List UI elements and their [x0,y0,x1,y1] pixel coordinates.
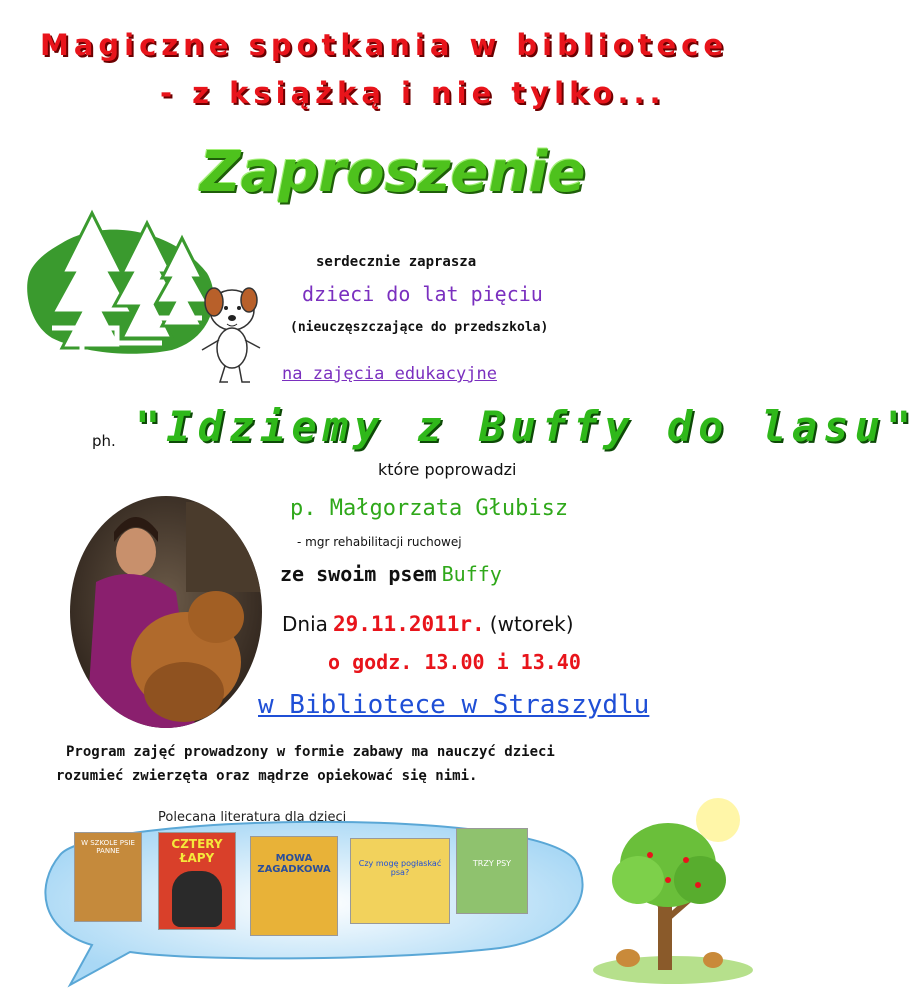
book-2-text: CZTERY ŁAPY [171,837,223,865]
cartoon-dog-illustration [192,278,267,388]
host-photo [66,492,266,732]
book-cover-3 [250,836,338,936]
with-dog-prefix: ze swoim psem [280,562,437,586]
header-line-2: - z książką i nie tylko... [160,76,666,110]
header-line-1: Magiczne spotkania w bibliotece [39,28,729,62]
audience-text: dzieci do lat pięciu [302,282,543,306]
event-location: w Bibliotece w Straszydlu [258,690,650,720]
book-1-text: W SZKOLE PSIE PANNE [81,839,135,855]
host-name: p. Małgorzata Głubisz [290,496,569,521]
program-line-2: rozumieć zwierzęta oraz mądrze opiekować się nimi. [56,768,478,784]
book-3-text: MOWA ZAGADKOWA [257,853,331,875]
led-by-text: które poprowadzi [378,460,517,479]
date-line [282,612,574,636]
book-2-dog-image [172,871,222,927]
event-weekday: (wtorek) [489,612,574,636]
event-time: o godz. 13.00 i 13.40 [328,650,581,674]
book-5-text: TRZY PSY [472,859,512,868]
event-type-text: na zajęcia edukacyjne [282,364,497,384]
book-cover-4 [350,838,450,924]
dog-name: Buffy [441,562,502,586]
event-title: "Idziemy z Buffy do lasu" [135,402,917,451]
host-role: - mgr rehabilitacji ruchowej [297,535,462,549]
book-cover-1 [74,832,142,922]
with-dog-line [280,562,502,586]
literature-label: Polecana literatura dla dzieci [158,810,347,825]
book-cover-2 [158,832,236,930]
date-prefix: Dnia [282,612,328,636]
event-date: 29.11.2011r. [332,612,485,636]
program-line-1: Program zajęć prowadzony w formie zabawy ma nauczyć dzieci [66,744,555,760]
title-prefix: ph. [92,432,116,450]
tree-illustration [588,780,758,986]
book-cover-5 [456,828,528,914]
audience-note: (nieuczęszczające do przedszkola) [290,320,549,335]
invitation-title: Zaproszenie [200,140,586,205]
book-4-text: Czy mogę pogłaskać psa? [358,859,442,877]
invites-text: serdecznie zaprasza [316,254,477,270]
